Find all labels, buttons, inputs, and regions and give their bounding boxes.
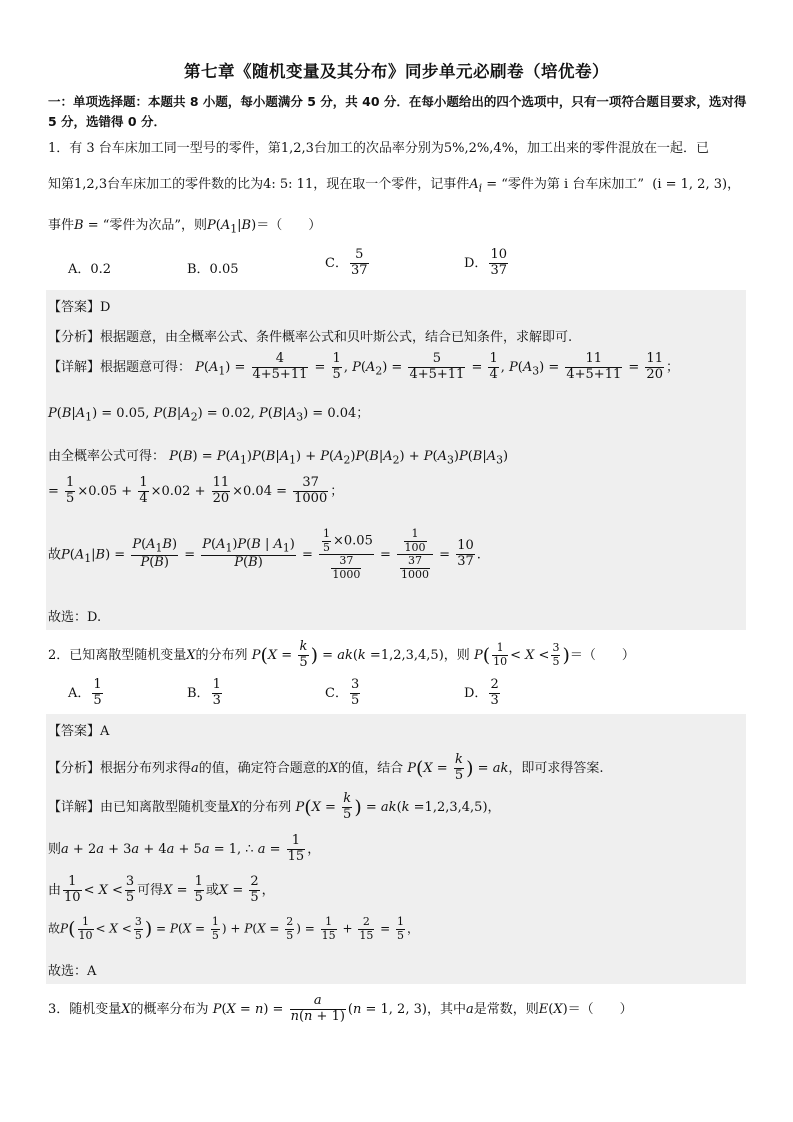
page-title: 第七章《随机变量及其分布》同步单元必刷卷（培优卷） [184,62,609,81]
q2-sum: 则a + 2a + 3a + 4a + 5a = 1, ∴ a = $\frac{1}{15}$ ， [48,833,321,864]
q1-line3: 事件B = “零件为次品”，则$P(A_1|B)=$（ ） [48,218,322,236]
q2-option-b: B． $\frac{1}{3}$ [187,677,221,708]
q2-answer: 【答案】A [48,724,110,739]
q1-total-calc: = $\frac{1}{5}$ ×0.05 + $\frac{1}{4}$ ×0.02 + $\frac{11}{20}$ ×0.04 = $\frac{37}{1000}$ ； [48,475,344,506]
q1-line1: 1．有 3 台车床加工同一型号的零件，第1,2,3台加工的次品率分别为5%,2%,4%，加工出来的零件混放在一起．已 [48,141,710,156]
q1-detail: 【详解】根据题意可得： $P(A_1)$ = $\frac{4}{4+5+11}$ = $\frac{1}{5}$ , $P(A_2)$ = $\frac{5}{4+5+11}$ = $\frac{1}{4}$ , $P(A_3)$ = $\frac{11}{4+5+11}$ = $\frac{11}{20}$ ； [48,351,679,382]
q1-choose: 故选：D. [48,610,102,625]
q1-answer: 【答案】D [48,300,111,315]
q1-analysis: 【分析】根据题意，由全概率公式、条件概率公式和贝叶斯公式，结合已知条件，求解即可. [48,330,573,345]
q2-analysis: 【分析】根据分布列求得a的值，确定符合题意的X的值，结合 P(X = $\frac{k}{5}$ ) = ak，即可求得答案. [48,752,604,783]
q3-stem: 3．随机变量X的概率分布为 P(X = n) = $\frac{a}{n(n + 1)}$ (n = 1, 2, 3)，其中a是常数，则E(X)＝（ ） [48,993,633,1024]
q1-option-d: D． $\frac{10}{37}$ [464,247,507,278]
q2-stem: 2．已知离散型随机变量X的分布列 P(X = $\frac{k}{5}$ ) = ak(k =1,2,3,4,5)，则 P( $\frac{1}{10}$ < X < $\frac{3}{5}$ )＝（ ） [48,639,635,670]
q2-range: 由 $\frac{1}{10}$ < X < $\frac{3}{5}$ 可得X = $\frac{1}{5}$ 或X = $\frac{2}{5}$ ， [48,874,275,905]
q1-total-prob: 由全概率公式可得： $P(B) = P(A_1)P(B|A_1) + P(A_2)P(B|A_2) + P(A_3)P(B|A_3)$ [48,449,509,467]
q1-line2: 知第1,2,3台车床加工的零件数的比为4: 5: 11，现在取一个零件，记事件$A_i$ = “零件为第 i 台车床加工” (i = 1, 2, 3)， [48,177,741,195]
q1-bayes: 故$P(A_1|B)$ = $\frac{P(A_1B)}{P(B)}$ = $\frac{P(A_1)P(B | A_1)}{P(B)}$ = $\frac{1}{5}$ ×0.05 $\frac{37}{1000}$ = $\frac{\frac{1}{100}}{\frac{37}{1000}}$ = $\frac{10}{37}$ . [48,527,481,581]
q2-option-a: A． $\frac{1}{5}$ [68,677,102,708]
q2-option-c: C． $\frac{3}{5}$ [325,677,360,708]
q1-option-a: A．0.2 [68,262,112,277]
q1-conditional-probs: $P(B|A_1) = 0.05$, $P(B|A_2) = 0.02$, $P(B|A_3) = 0.04$； [48,406,370,424]
section-instructions: 一：单项选择题：本题共 8 小题，每小题满分 5 分，共 40 分．在每小题给出的四个选项中，只有一项符合题目要求，选对得 5 分，选错得 0 分． [48,94,747,129]
q1-option-b: B．0.05 [187,262,239,277]
q2-result: 故P( $\frac{1}{10}$ < X < $\frac{3}{5}$ ) = P(X = $\frac{1}{5}$ ) + P(X = $\frac{2}{5}$ ) = $\frac{1}{15}$ + $\frac{2}{15}$ = $\frac{1}{5}$ ， [48,915,420,942]
q1-option-c: C． $\frac{5}{37}$ [325,247,368,278]
q2-choose: 故选：A [48,964,97,979]
q2-detail: 【详解】由已知离散型随机变量X的分布列 P(X = $\frac{k}{5}$ ) = ak(k =1,2,3,4,5)， [48,791,501,822]
q2-option-d: D． $\frac{2}{3}$ [464,677,499,708]
